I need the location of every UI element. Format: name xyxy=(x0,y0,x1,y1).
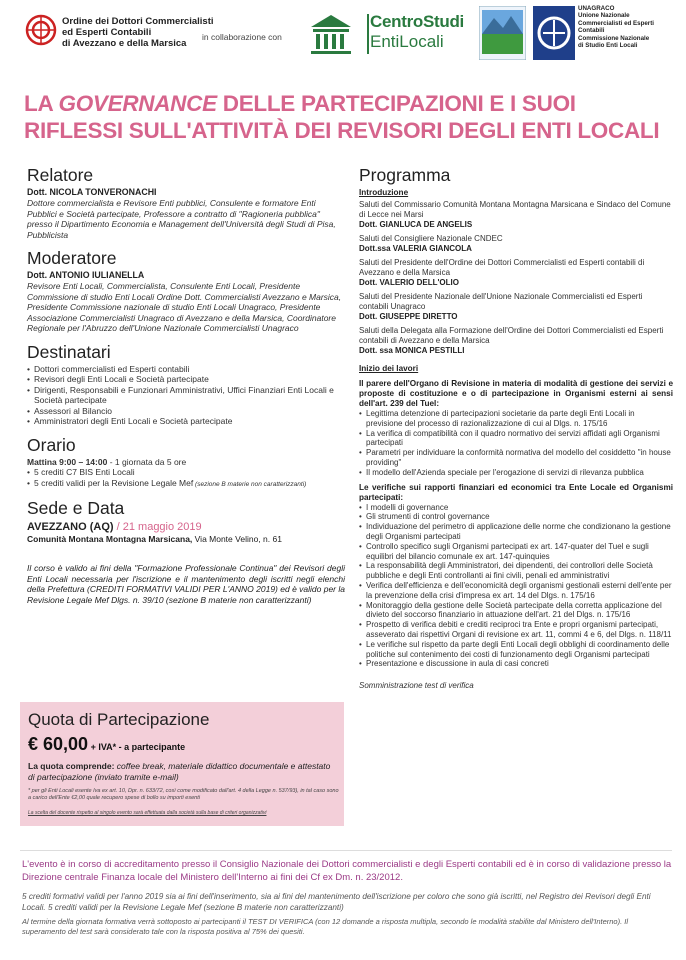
list-item: • Le verifiche sul rispetto da parte degli Enti Locali degli obblighi di coordinamento delle politiche sul contenimento dei costi di funzionamento degli Organismi partecipati xyxy=(359,640,673,660)
divider xyxy=(20,850,672,851)
saluto-text: Saluti del Presidente dell'Ordine dei Dottori Commercialisti ed Esperti contabili di Avezzano e della Marsica xyxy=(359,258,645,277)
page-title: LA GOVERNANCE DELLE PARTECIPAZIONI E I SUOI RIFLESSI SULL'ATTIVITÀ DEI REVISORI DEGLI ENTI LOCALI xyxy=(24,91,660,143)
saluto-name: Dott. GIUSEPPE DIRETTO xyxy=(359,312,458,321)
list-item: • Verifica dell'efficienza e dell'economicità degli organismi gestionali esterni dell'ente per la prevenzione della crisi d'impresa ex art. 14 del Dlgs. n. 175/16 xyxy=(359,581,673,601)
list-item: • La verifica di compatibilità con il quadro normativo dei servizi affidati agli Organismi partecipati xyxy=(359,429,673,449)
list-item: • Revisori degli Enti Locali e Società partecipate xyxy=(27,374,345,385)
saluto-name: Dott. VALERIO DELL'OLIO xyxy=(359,278,459,287)
centrostudi-logo-icon xyxy=(309,13,353,55)
footer-test: Al termine della giornata formativa verrà sottoposto ai partecipanti il TEST DI VERIFICA (con 12 domande a risposta multipla, secondo le modalità stabilite dal Ministero dell'Interno). Il superamento del test sarà considerato tale con la risposta positiva al 75% dei quesiti. xyxy=(22,917,629,936)
comunita-montana-logo-icon xyxy=(479,6,526,60)
relatore-heading: Relatore xyxy=(27,165,94,185)
saluto-name: Dott. ssa MONICA PESTILLI xyxy=(359,346,465,355)
odc-name: Ordine dei Dottori Commercialisti ed Esperti Contabili di Avezzano e della Marsica xyxy=(62,16,214,49)
saluto-text: Saluti del Consigliere Nazionale CNDEC xyxy=(359,234,503,243)
unagraco-name: UNAGRACO Unione Nazionale Commercialisti ed Esperti Contabili Commissione Nazionale di Studio Enti Locali xyxy=(578,5,654,50)
sede-venue: Comunità Montana Montagna Marsicana, Via Monte Velino, n. 61 xyxy=(27,534,282,544)
unagraco-logo-icon xyxy=(533,6,575,60)
left-column xyxy=(27,165,345,605)
list-item: • Gli strumenti di control governance xyxy=(359,512,673,522)
quota-heading: Quota di Partecipazione xyxy=(28,710,210,729)
list-item: • Dottori commercialisti ed Esperti contabili xyxy=(27,364,345,375)
destinatari-heading: Destinatari xyxy=(27,341,111,362)
centrostudi-name: CentroStudi xyxy=(370,12,464,31)
test-text: Somministrazione test di verifica xyxy=(359,681,474,691)
sede-date: AVEZZANO (AQ) / 21 maggio 2019 xyxy=(27,521,202,533)
quota-legal: La scelta del docente rispetto al singolo evento sarà effettuata dalla società sulla base di criteri organizzativi xyxy=(28,810,267,816)
block2-list xyxy=(359,503,673,670)
footer-accreditation: L'evento è in corso di accreditamento presso il Consiglio Nazionale dei Dottori commercialisti e degli Esperti contabili ed è in corso di validazione presso la Direzione centrale Finanza locale del Ministero dell'Interno ai fini dei Cf ex Dm. n. 23/2012. xyxy=(22,859,672,883)
block2-title: Le verifiche sui rapporti finanziari ed economici tra Ente Locale ed Organismi partecipati: xyxy=(359,482,673,502)
orario-time: Mattina 9:00 – 14:00 - 1 giornata da 5 ore xyxy=(27,456,187,467)
list-item: • Controllo specifico sugli Organismi partecipati ex art. 147-quater del Tuel e sugli equilibri del bilancio comunale ex art. 147-quinquies xyxy=(359,542,673,562)
saluto-text: Saluti del Presidente Nazionale dell'Unione Nazionale Commercialisti ed Esperti contabili Unagraco xyxy=(359,292,643,311)
quota-price: € 60,00 + IVA* - a partecipante xyxy=(28,734,186,754)
intro-label: Introduzione xyxy=(359,188,409,197)
list-item: • La responsabilità degli Amministratori, dei dipendenti, dei controllori delle Società pubbliche e degli Enti controllanti ai fini civili, penali ed amministrativi xyxy=(359,561,673,581)
list-item: • Assessori al Bilancio xyxy=(27,406,345,417)
list-item: • Il modello dell'Azienda speciale per l'erogazione di servizi di rilevanza pubblica xyxy=(359,468,673,478)
collab-text: in collaborazione con xyxy=(202,32,282,42)
right-column xyxy=(359,165,673,691)
saluto-text: Saluti della Delegata alla Formazione dell'Ordine dei Dottori Commercialisti ed Esperti contabili di Avezzano e della Marsica xyxy=(359,326,664,345)
centrostudi-divider xyxy=(367,14,369,54)
centrostudi-subname: EntiLocali xyxy=(370,32,444,51)
destinatari-list xyxy=(27,364,345,427)
list-item: • 5 crediti C7 BIS Enti Locali xyxy=(27,467,345,478)
relatore-name: Dott. NICOLA TONVERONACHI xyxy=(27,187,157,197)
list-item: • Prospetto di verifica debiti e crediti reciproci tra Ente e propri organismi partecipati, asseverato dai rispettivi Organi di revisione ex art. 11, commi 4 e 6, del Dlgs. n. 118/11 xyxy=(359,620,673,640)
block1-list xyxy=(359,409,673,478)
lavori-label: Inizio dei lavori xyxy=(359,364,419,373)
sede-heading: Sede e Data xyxy=(27,498,125,518)
moderatore-desc: Revisore Enti Locali, Commercialista, Consulente Enti Locali, Presidente Commissione di studio Enti Locali Ordine Dott. Commercialisti Avezzano e Marsica, Presidente Commissione nazionale di studio Enti Locali Unagraco, Presidente Associazione Commercialisti Unagraco di Avezzano e della Marsica, Coordinatore Regionale per l'Abruzzo dell'Unione Nazionale Commercialisti Unagraco xyxy=(27,281,342,333)
saluto-name: Dott.ssa VALERIA GIANCOLA xyxy=(359,244,472,253)
block1-title: Il parere dell'Organo di Revisione in materia di modalità di gestione dei servizi e proposte di costituzione e o di partecipazione in Organismi esterni ai sensi dell'art. 239 del Tuel: xyxy=(359,379,673,408)
quota-box xyxy=(20,702,344,826)
footer-credits: 5 crediti formativi validi per l'anno 2019 sia ai fini dell'inserimento, sia ai fini del mantenimento dell'iscrizione per coloro che sono già iscritti, nel Registro dei Revisori degli Enti Locali. 5 crediti validi per la Revisione Legale Mef (sezione B materie non caratterizzanti) xyxy=(22,892,651,912)
info-text: Il corso è valido ai fini della "Formazione Professionale Continua" dei Revisori degli Enti Locali necessaria per l'iscrizione e il mantenimento degli iscritti negli elenchi della Prefettura (CREDITI FORMATIVI VALIDI PER L'ANNO 2019) ed è valido per la Revisione Legale Mef Dlgs. n. 39/10 (sezione B materie non caratterizzanti) xyxy=(27,563,345,605)
list-item: • Parametri per individuare la conformità normativa del modello del cosiddetto "in house providing" xyxy=(359,448,673,468)
list-item: • Amministratori degli Enti Locali e Società partecipate xyxy=(27,416,345,427)
relatore-desc: Dottore commercialista e Revisore Enti pubblici, Consulente e formatore Enti Pubblici e Società partecipate, Professore a contratto di "Ragioneria pubblica" presso il Dipartimento Economia e Management dell'Università degli Studi di Pisa, Pubblicista xyxy=(27,198,336,240)
list-item: • I modelli di governance xyxy=(359,503,673,513)
saluto-text: Saluti del Commissario Comunità Montana Montagna Marsicana e Sindaco del Comune di Lecce nei Marsi xyxy=(359,200,671,219)
list-item: • Presentazione e discussione in aula di casi concreti xyxy=(359,659,673,669)
orario-credits xyxy=(27,467,345,490)
orario-heading: Orario xyxy=(27,434,76,455)
header xyxy=(0,0,686,80)
programma-heading: Programma xyxy=(359,165,451,185)
quota-note: * per gli Enti Locali esente Iva ex art. 10, Dpr. n. 633/72, così come modificato dall'art. 4 della Legge n. 537/93), in tal caso sono a carico dell'Ente €2,00 quale recupero spese di bollo su importi esenti xyxy=(28,788,339,801)
list-item: • Legittima detenzione di partecipazioni societarie da parte degli Enti Locali in previsione del processo di razionalizzazione di cui al Dlgs. n. 175/16 xyxy=(359,409,673,429)
quota-includes: La quota comprende: coffee break, materiale didattico documentale e attestato di partecipazione (inviato tramite e-mail) xyxy=(28,761,331,782)
list-item: • 5 crediti validi per la Revisione Legale Mef (sezione B materie non caratterizzanti) xyxy=(27,478,345,491)
list-item: • Dirigenti, Responsabili e Funzionari Amministrativi, Uffici Finanziari Enti Locali e Società partecipate xyxy=(27,385,345,406)
moderatore-heading: Moderatore xyxy=(27,248,117,268)
odc-logo-icon xyxy=(25,14,57,46)
saluto-name: Dott. GIANLUCA DE ANGELIS xyxy=(359,220,473,229)
list-item: • Individuazione del perimetro di applicazione delle norme che condizionano la gestione degli Organismi partecipati xyxy=(359,522,673,542)
moderatore-name: Dott. ANTONIO IULIANELLA xyxy=(27,270,145,280)
list-item: • Monitoraggio della gestione delle Società partecipate della corretta applicazione del divieto del soccorso finanziario in attuazione dell'art. 21 del Dlgs. n. 175/16 xyxy=(359,601,673,621)
